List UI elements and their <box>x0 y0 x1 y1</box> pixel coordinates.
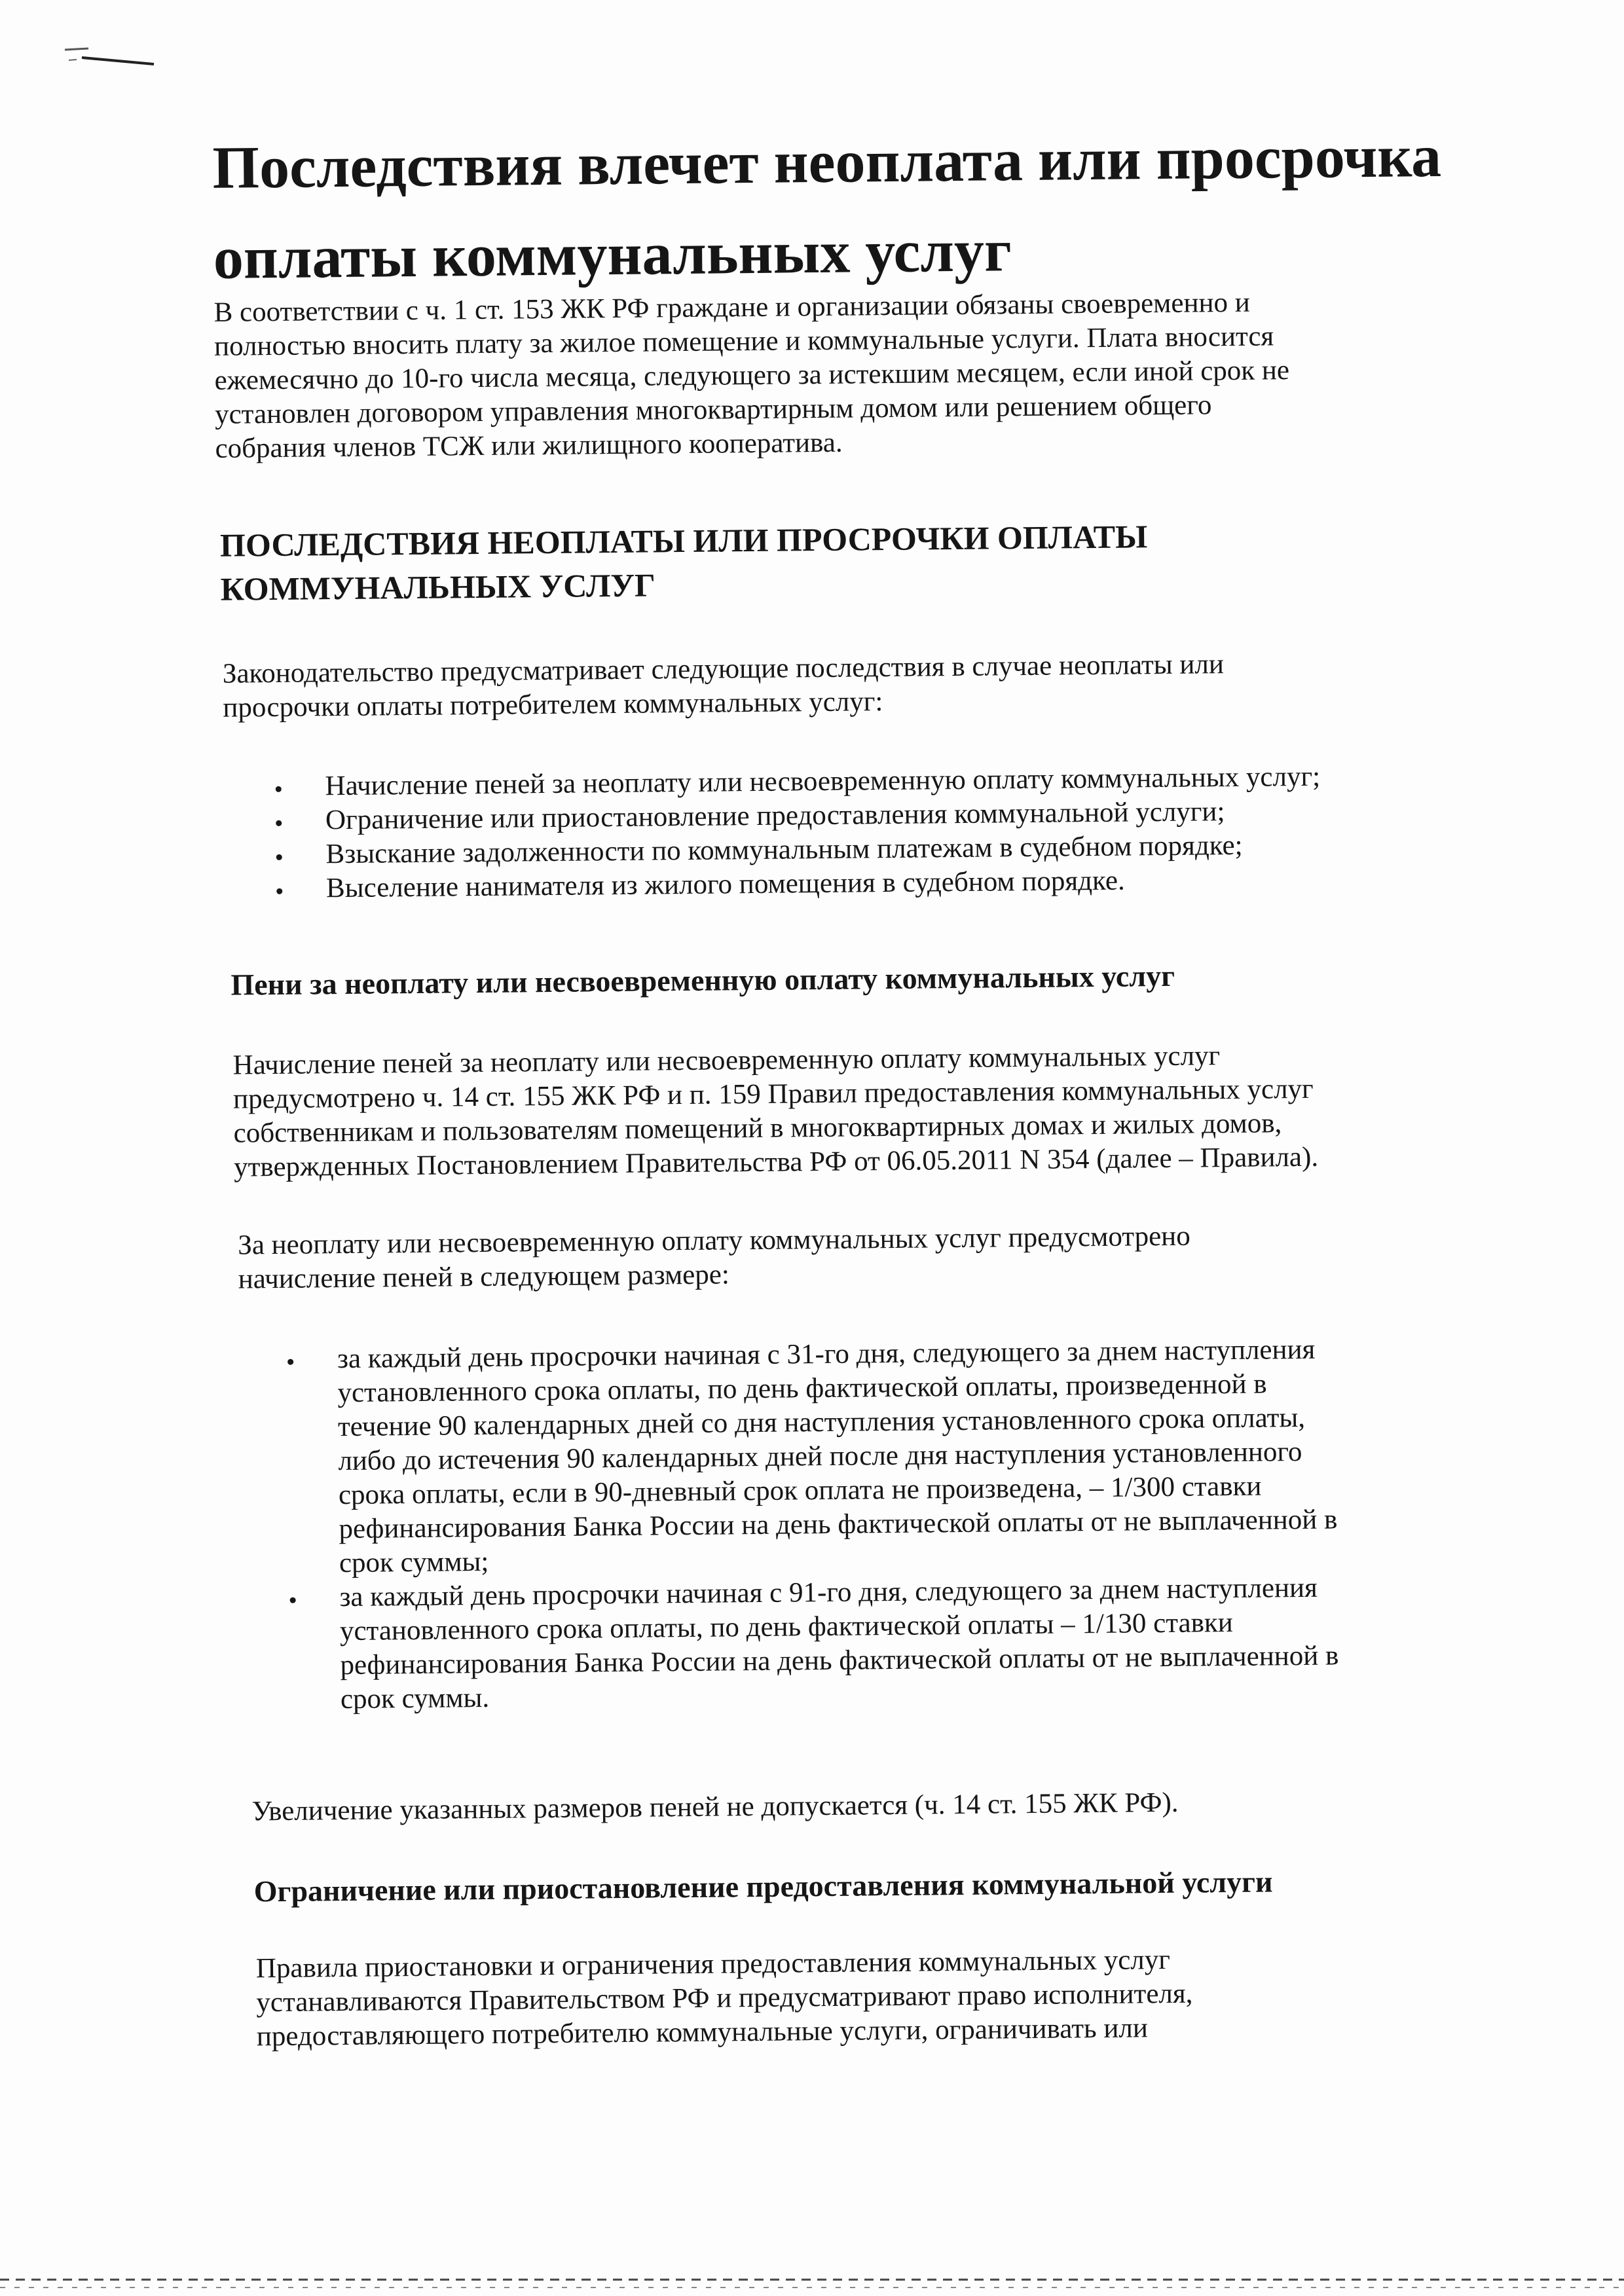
list-item: • Начисление пеней за неоплату или несвоевременную оплату коммунальных услуг; <box>325 760 1320 804</box>
penalties-paragraph: Начисление пеней за неоплату или несвоевременную оплату коммунальных услуг предусмотрено ч. 14 ст. 155 ЖК РФ и п. 159 Правил предоставления коммунальных услуг собственникам и пользователям помещений в многоквартирных домах и жилых домов, утвержденных Постановлением Правительства РФ от 06.05.2011 N 354 (далее – Правила). <box>232 1040 1319 1183</box>
penalty-rates-list <box>337 1333 1339 1717</box>
page-title: Последствия влечет неоплата или просрочка оплаты коммунальных услуг <box>212 122 1442 291</box>
list-item: • Ограничение или приостановление предоставления коммунальной услуги; <box>325 794 1321 838</box>
scan-bottom-edge <box>0 2277 1624 2296</box>
penalties-rate-intro: За неоплату или несвоевременную оплату коммунальных услуг предусмотрено начисление пеней в следующем размере: <box>238 1220 1190 1295</box>
list-item: • Взыскание задолженности по коммунальным платежам в судебном порядке; <box>325 828 1321 872</box>
restriction-paragraph: Правила приостановки и ограничения предоставления коммунальных услуг устанавливаются Правительством РФ и предусматривают право исполнителя, предоставляющего потребителю коммунальные услуги, ограничивать или <box>255 1944 1193 2052</box>
consequences-list <box>325 760 1321 906</box>
section-heading-consequences: ПОСЛЕДСТВИЯ НЕОПЛАТЫ ИЛИ ПРОСРОЧКИ ОПЛАТЫ КОММУНАЛЬНЫХ УСЛУГ <box>219 518 1148 608</box>
section-heading-restriction: Ограничение или приостановление предоставления коммунальной услуги <box>253 1865 1273 1908</box>
list-item: • за каждый день просрочки начиная с 31-го дня, следующего за днем наступления установленного срока оплаты, по день фактической оплаты, произведенной в течение 90 календарных дней со дня наступления установленного срока оплаты, либо до истечения 90 календарных дней после дня наступления установленного срока оплаты, если в 90-дневный срок оплата не произведена, – 1/300 ставки рефинансирования Банка России на день фактической оплаты от не выплаченной в срок суммы; <box>337 1333 1338 1581</box>
list-item: • Выселение нанимателя из жилого помещения в судебном порядке. <box>326 862 1321 906</box>
section-heading-penalties: Пени за неоплату или несвоевременную оплату коммунальных услуг <box>231 958 1175 1002</box>
penalty-limit-note: Увеличение указанных размеров пеней не допускается (ч. 14 ст. 155 ЖК РФ). <box>251 1787 1179 1827</box>
consequences-intro: Законодательство предусматривает следующие последствия в случае неоплаты или просрочки оплаты потребителем коммунальных услуг: <box>222 649 1225 723</box>
intro-paragraph: В соответствии с ч. 1 ст. 153 ЖК РФ граждане и организации обязаны своевременно и полностью вносить плату за жилое помещение и коммунальные услуги. Плата вносится ежемесячно до 10-го числа месяца, следующего за истекшим месяцем, если иной срок не установлен договором управления многоквартирным домом или решением общего собрания членов ТСЖ или жилищного кооператива. <box>213 287 1290 464</box>
list-item: • за каждый день просрочки начиная с 91-го дня, следующего за днем наступления установленного срока оплаты, по день фактической оплаты – 1/130 ставки рефинансирования Банка России на день фактической оплаты от не выплаченной в срок суммы. <box>339 1571 1339 1717</box>
pen-mark <box>62 43 160 69</box>
